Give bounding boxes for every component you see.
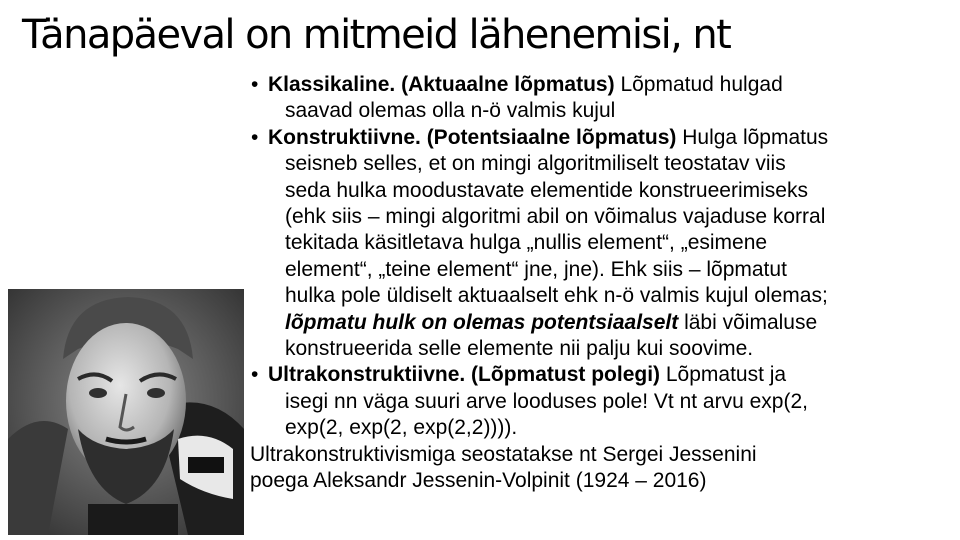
bullet-marker: • bbox=[251, 363, 259, 387]
bullet-text: tekitada käsitletava hulga „nullis element“, „esimene bbox=[285, 231, 768, 255]
bullet-label: Ultrakonstruktiivne. (Lõpmatust polegi) bbox=[268, 363, 661, 387]
bullet-text: konstrueerida selle elemente nii palju kui soovime. bbox=[285, 337, 754, 361]
bullet-text: Lõpmatust ja bbox=[660, 363, 787, 387]
slide-title: Tänapäeval on mitmeid lähenemisi, nt bbox=[22, 12, 731, 58]
bullet-text: (ehk siis – mingi algoritmi abil on võimalus vajaduse korral bbox=[285, 205, 826, 229]
emphasis-text: lõpmatu hulk on olemas potentsiaalselt bbox=[285, 310, 679, 334]
bullet-text: saavad olemas olla n-ö valmis kujul bbox=[285, 99, 616, 123]
footnote-line: Ultrakonstruktivismiga seostatakse nt Sergei Jessenini bbox=[250, 442, 757, 466]
slide-body bbox=[250, 72, 950, 495]
bullet-text: Hulga lõpmatus bbox=[676, 125, 829, 149]
bullet-text: hulka pole üldiselt aktuaalselt ehk n-ö valmis kujul olemas; bbox=[285, 284, 828, 308]
bullet-text: Lõpmatud hulgad bbox=[614, 73, 783, 96]
bullet-marker: • bbox=[251, 125, 259, 149]
bullet-text: läbi võimaluse bbox=[678, 310, 818, 334]
bullet-constructive bbox=[250, 125, 950, 363]
bullet-label: Klassikaline. (Aktuaalne lõpmatus) bbox=[268, 73, 615, 96]
bullet-classical bbox=[250, 72, 950, 125]
bullet-text: element“, „teine element“ jne, jne). Ehk siis – lõpmatut bbox=[285, 257, 787, 281]
bullet-marker: • bbox=[251, 73, 259, 96]
footnote-line: poega Aleksandr Jessenin-Volpinit (1924 – 2016) bbox=[250, 469, 707, 493]
bullet-text: seda hulka moodustavate elementide konstrueerimiseks bbox=[285, 178, 808, 202]
bullet-text: exp(2, exp(2, exp(2,2)))). bbox=[285, 416, 518, 440]
bullet-ultraconstructive bbox=[250, 362, 950, 441]
bullet-text: seisneb selles, et on mingi algoritmiliselt teostatav viis bbox=[285, 152, 786, 176]
bullet-text: isegi nn väga suuri arve looduses pole! Vt nt arvu exp(2, bbox=[285, 389, 808, 413]
bullet-label: Konstruktiivne. (Potentsiaalne lõpmatus) bbox=[268, 125, 677, 149]
portrait-photo-icon bbox=[8, 289, 244, 535]
